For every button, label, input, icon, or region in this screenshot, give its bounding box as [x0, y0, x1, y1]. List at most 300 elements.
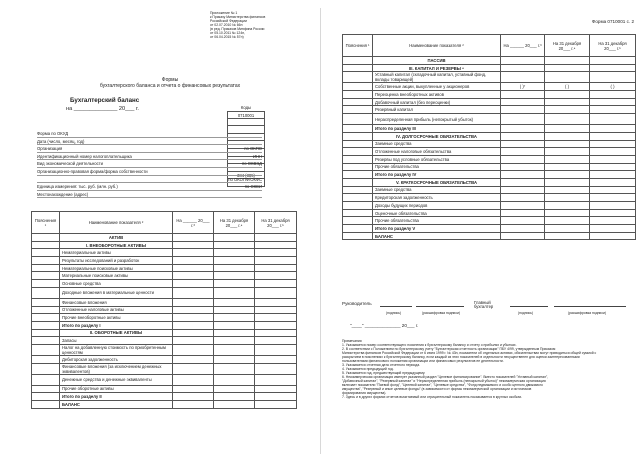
note-line: Министерства финансов Российской Федерации от 6 июля 1999 г. № 43н, показатели об отдельных активах, обязательствах могут приводиться общей суммой с: [342, 351, 597, 355]
value-cell: [255, 321, 297, 329]
value-cell: [214, 249, 255, 257]
indicator-name: Доходные вложения в материальные ценности: [60, 287, 173, 298]
table-row: [32, 264, 297, 272]
note-line: 2. В соответствии с Положением по бухгалтерскому учету "Бухгалтерская отчетность организации" ПБУ 4/99, утвержденным Приказом: [342, 347, 556, 351]
code-cell: [227, 119, 265, 127]
appendix-note-line: Российской Федерации: [210, 19, 247, 23]
column-header: Пояснения ¹: [343, 35, 373, 57]
column-header: На 31 декабря 20___ г.⁴: [545, 35, 590, 57]
value-cell: [173, 344, 214, 355]
sign-hint-2: (подпись): [518, 311, 534, 315]
table-row: [32, 374, 297, 385]
value-cell: [501, 217, 545, 225]
value-cell: [545, 155, 590, 163]
table-row: [343, 194, 636, 202]
value-cell: ( )⁷: [501, 83, 545, 91]
table-row: [343, 209, 636, 217]
value-cell: [255, 374, 297, 385]
value-cell: [214, 280, 255, 288]
table-row: [32, 272, 297, 280]
note-line: раскрытием в пояснениях к бухгалтерскому балансу, если каждый из этих показателей в отдельности несущественен для оценки заинтересованными: [342, 355, 580, 359]
indicator-name: I. ВНЕОБОРОТНЫЕ АКТИВЫ: [60, 241, 173, 249]
table-row: [343, 217, 636, 225]
indicator-name: Отложенные налоговые активы: [60, 306, 173, 314]
detail-label: Дата (число, месяц, год): [37, 138, 85, 144]
assets-table: [31, 211, 297, 409]
table-row: [343, 132, 636, 140]
table-row: [343, 114, 636, 125]
value-cell: [173, 355, 214, 363]
value-cell: [255, 314, 297, 322]
value-cell: [545, 140, 590, 148]
liabilities-table: [342, 34, 636, 240]
table-row: [343, 57, 636, 65]
note-line: 4. Указывается предыдущий год.: [342, 367, 394, 371]
value-cell: [173, 280, 214, 288]
forms-title-line: бухгалтерского баланса и отчета о финансовых результатах: [99, 83, 241, 89]
value-cell: [545, 91, 590, 99]
value-cell: ( ): [590, 83, 636, 91]
head-label: Руководитель: [342, 301, 372, 306]
value-cell: [590, 209, 636, 217]
value-cell: [501, 186, 545, 194]
appendix-note-line: Приложение № 1: [210, 11, 238, 15]
value-cell: [214, 321, 255, 329]
value-cell: [214, 314, 255, 322]
value-cell: [255, 363, 297, 374]
note-line: имущества", "Резервный и иные целевые фонды" (в зависимости от формы некоммерческой организации и источников: [342, 387, 532, 391]
value-cell: [214, 234, 255, 242]
chief-accountant-label: Главный бухгалтер: [474, 300, 494, 310]
value-cell: [173, 241, 214, 249]
indicator-name: Резервный капитал: [373, 106, 501, 114]
value-cell: [173, 306, 214, 314]
explanation-cell: [32, 344, 60, 355]
explanation-cell: [343, 232, 373, 240]
indicator-name: Финансовые вложения (за исключением денежных эквивалентов): [60, 363, 173, 374]
value-cell: [173, 321, 214, 329]
value-cell: [545, 57, 590, 65]
value-cell: [173, 314, 214, 322]
value-cell: [173, 272, 214, 280]
head-signature-line: [380, 301, 412, 307]
indicator-name: Итого по разделу I: [60, 321, 173, 329]
notes-title: Примечания: [342, 339, 362, 343]
detail-row: [37, 153, 262, 161]
value-cell: [255, 385, 297, 393]
table-row: [343, 171, 636, 179]
table-row: [32, 393, 297, 401]
value-cell: [173, 385, 214, 393]
value-cell: [255, 280, 297, 288]
explanation-cell: [343, 91, 373, 99]
appendix-note-line: от 02.07.2010 № 66н: [210, 23, 243, 27]
value-cell: [545, 194, 590, 202]
head-name-line: [416, 301, 464, 307]
explanation-cell: [32, 337, 60, 345]
explanation-cell: [32, 241, 60, 249]
value-cell: [173, 374, 214, 385]
indicator-name: Нематериальные поисковые активы: [60, 264, 173, 272]
value-cell: [545, 98, 590, 106]
indicator-name: Добавочный капитал (без переоценки): [373, 98, 501, 106]
column-header: Пояснения ¹: [32, 212, 60, 234]
value-cell: [501, 91, 545, 99]
note-line: 3. Указывается отчетная дата отчетного периода.: [342, 363, 421, 367]
value-cell: [255, 264, 297, 272]
value-cell: [214, 385, 255, 393]
table-row: [32, 249, 297, 257]
value-cell: [214, 337, 255, 345]
value-cell: [590, 217, 636, 225]
explanation-cell: [32, 363, 60, 374]
value-cell: [501, 209, 545, 217]
explanation-cell: [32, 249, 60, 257]
value-cell: [255, 393, 297, 401]
explanation-cell: [343, 57, 373, 65]
column-header: На ______ 20___ г.³: [501, 35, 545, 57]
table-row: [343, 125, 636, 133]
table-row: [32, 287, 297, 298]
value-cell: [501, 98, 545, 106]
value-cell: [255, 257, 297, 265]
value-cell: [545, 171, 590, 179]
explanation-cell: [32, 385, 60, 393]
table-row: [32, 385, 297, 393]
value-cell: [501, 225, 545, 233]
note-line: 1. Указывается номер соответствующего пояснения к бухгалтерскому балансу и отчету о прибылях и убытках.: [342, 343, 517, 347]
table-row: [32, 306, 297, 314]
column-header: На 31 декабря 20___ г.⁵: [590, 35, 636, 57]
explanation-cell: [32, 355, 60, 363]
table-row: [32, 241, 297, 249]
value-cell: [255, 298, 297, 306]
value-cell: [545, 125, 590, 133]
value-cell: [173, 287, 214, 298]
explanation-cell: [343, 178, 373, 186]
value-cell: [501, 148, 545, 156]
detail-code: ИНН: [252, 153, 262, 159]
value-cell: [501, 106, 545, 114]
value-cell: [173, 234, 214, 242]
indicator-name: Переоценка внеоборотных активов: [373, 91, 501, 99]
indicator-name: Кредиторская задолженность: [373, 194, 501, 202]
indicator-name: Основные средства: [60, 280, 173, 288]
explanation-cell: [32, 257, 60, 265]
explanation-cell: [32, 329, 60, 337]
value-cell: [590, 91, 636, 99]
explanation-cell: [343, 132, 373, 140]
detail-row: [37, 168, 262, 176]
value-cell: [545, 148, 590, 156]
detail-label: Идентификационный номер налогоплательщика: [37, 153, 132, 159]
note-line: "Добавочный капитал", "Резервный капитал" и "Нераспределенная прибыль (непокрытый убыток)" некоммерческая организация: [342, 379, 546, 383]
value-cell: [214, 355, 255, 363]
value-cell: [590, 98, 636, 106]
value-cell: [545, 163, 590, 171]
appendix-note-line: от 05.10.2011 № 124н,: [210, 31, 246, 35]
indicator-name: Оценочные обязательства: [373, 209, 501, 217]
indicator-name: Уставный капитал (складочный капитал, уставный фонд, вклады товарищей): [373, 72, 501, 83]
value-cell: [545, 202, 590, 210]
value-cell: [173, 298, 214, 306]
value-cell: [590, 64, 636, 72]
table-row: [343, 64, 636, 72]
value-cell: [173, 257, 214, 265]
value-cell: [255, 337, 297, 345]
explanation-cell: [343, 155, 373, 163]
indicator-name: Доходы будущих периодов: [373, 202, 501, 210]
explanation-cell: [32, 280, 60, 288]
value-cell: [214, 401, 255, 409]
column-header: На 31 декабря 20___ г.⁴: [214, 212, 255, 234]
explanation-cell: [343, 140, 373, 148]
chief-name-line: [554, 301, 626, 307]
explanation-cell: [32, 393, 60, 401]
value-cell: [501, 64, 545, 72]
value-cell: [590, 72, 636, 83]
table-row: [343, 83, 636, 91]
explanation-cell: [32, 234, 60, 242]
code-cell: 384 (385): [227, 172, 265, 180]
indicator-name: Прочие оборотные активы: [60, 385, 173, 393]
value-cell: [590, 155, 636, 163]
value-cell: [590, 57, 636, 65]
value-cell: [173, 264, 214, 272]
detail-row: [37, 176, 262, 184]
value-cell: [501, 202, 545, 210]
explanation-cell: [343, 106, 373, 114]
detail-label: Местонахождение (адрес): [37, 191, 89, 197]
value-cell: [545, 72, 590, 83]
value-cell: [545, 225, 590, 233]
decode-hint: (расшифровка подписи): [422, 311, 461, 315]
indicator-name: Итого по разделу II: [60, 393, 173, 401]
note-line: формирования имущества).: [342, 391, 387, 395]
decode-hint-2: (расшифровка подписи): [568, 311, 607, 315]
appendix-note-line: (в ред. Приказов Минфина России: [210, 27, 265, 31]
value-cell: [590, 163, 636, 171]
indicator-name: Заемные средства: [373, 140, 501, 148]
indicator-name: Результаты исследований и разработок: [60, 257, 173, 265]
value-cell: [501, 155, 545, 163]
value-cell: [214, 257, 255, 265]
note-line: включает показатели "Паевой фонд", "Целевой капитал", "Целевые средства", "Фонд недвижимого и особо ценного движимого: [342, 383, 543, 387]
table-row: [32, 329, 297, 337]
explanation-cell: [343, 225, 373, 233]
report-date-line: на ______________ 20___ г.: [66, 106, 139, 112]
explanation-cell: [343, 83, 373, 91]
value-cell: [590, 125, 636, 133]
notes-block: [342, 339, 635, 399]
table-row: [32, 257, 297, 265]
appendix-note-line: от 06.04.2015 № 57н): [210, 35, 244, 39]
value-cell: [501, 232, 545, 240]
indicator-name: Нематериальные активы: [60, 249, 173, 257]
value-cell: [501, 140, 545, 148]
forms-title-line: Формы: [161, 77, 179, 83]
table-row: [32, 355, 297, 363]
explanation-cell: [343, 72, 373, 83]
indicator-name: Дебиторская задолженность: [60, 355, 173, 363]
value-cell: [255, 329, 297, 337]
value-cell: [545, 132, 590, 140]
table-row: [32, 363, 297, 374]
value-cell: [214, 241, 255, 249]
value-cell: [545, 232, 590, 240]
table-row: [343, 106, 636, 114]
detail-label: Вид экономической деятельности: [37, 161, 103, 167]
table-row: [343, 186, 636, 194]
value-cell: [501, 72, 545, 83]
value-cell: [501, 132, 545, 140]
note-line: 6. Некоммерческая организация именует указанный раздел "Целевое финансирование". Вместо показателей "Уставный капитал",: [342, 375, 549, 379]
value-cell: [590, 225, 636, 233]
value-cell: [255, 241, 297, 249]
detail-code: по ОКЕИ: [244, 184, 262, 190]
detail-label: Организация: [37, 146, 63, 152]
indicator-name: Прочие обязательства: [373, 217, 501, 225]
detail-label: Форма по ОКУД: [37, 131, 69, 136]
explanation-cell: [343, 194, 373, 202]
table-row: [32, 314, 297, 322]
indicator-name: Прочие внеоборотные активы: [60, 314, 173, 322]
table-row: [343, 202, 636, 210]
value-cell: [590, 186, 636, 194]
table-row: [343, 140, 636, 148]
explanation-cell: [32, 314, 60, 322]
detail-row: [37, 183, 262, 191]
value-cell: [214, 298, 255, 306]
organization-details: [37, 130, 262, 198]
indicator-name: II. ОБОРОТНЫЕ АКТИВЫ: [60, 329, 173, 337]
value-cell: [545, 186, 590, 194]
explanation-cell: [343, 209, 373, 217]
indicator-name: БАЛАНС: [60, 401, 173, 409]
value-cell: [255, 272, 297, 280]
value-cell: [255, 234, 297, 242]
value-cell: [255, 344, 297, 355]
table-row: [32, 344, 297, 355]
indicator-name: БАЛАНС: [373, 232, 501, 240]
detail-code: по ОКПО: [244, 146, 262, 152]
indicator-name: Итого по разделу IV: [373, 171, 501, 179]
explanation-cell: [343, 163, 373, 171]
table-row: [32, 337, 297, 345]
codes-header: Коды: [240, 105, 252, 110]
indicator-name: Итого по разделу V: [373, 225, 501, 233]
appendix-note-line: к Приказу Министерства финансов: [210, 15, 266, 19]
indicator-name: Запасы: [60, 337, 173, 345]
value-cell: [214, 287, 255, 298]
explanation-cell: [343, 114, 373, 125]
value-cell: [545, 114, 590, 125]
value-cell: [545, 217, 590, 225]
indicator-name: АКТИВ: [60, 234, 173, 242]
column-header: Наименование показателя ²: [373, 35, 501, 57]
value-cell: [501, 57, 545, 65]
explanation-cell: [343, 186, 373, 194]
table-row: [32, 280, 297, 288]
detail-row: [37, 160, 262, 168]
explanation-cell: [32, 272, 60, 280]
detail-row: [37, 138, 262, 146]
order-appendix-note: [210, 11, 315, 39]
value-cell: [590, 171, 636, 179]
explanation-cell: [343, 202, 373, 210]
explanation-cell: [32, 401, 60, 409]
value-cell: [255, 306, 297, 314]
value-cell: [214, 363, 255, 374]
signatures-block: [342, 301, 635, 333]
value-cell: [590, 202, 636, 210]
table-row: [343, 178, 636, 186]
indicator-name: Собственные акции, выкупленные у акционеров: [373, 83, 501, 91]
value-cell: [214, 272, 255, 280]
table-row: [343, 72, 636, 83]
code-cell: 0710001: [227, 111, 265, 119]
indicator-name: Материальные поисковые активы: [60, 272, 173, 280]
table-row: [32, 234, 297, 242]
indicator-name: Резервы под условные обязательства: [373, 155, 501, 163]
indicator-name: Итого по разделу III: [373, 125, 501, 133]
value-cell: [214, 306, 255, 314]
value-cell: [173, 249, 214, 257]
table-row: [32, 401, 297, 409]
note-line: 7. Здесь и в других формах отчетов вычитаемый или отрицательный показатель показывается в круглых скобках.: [342, 395, 523, 399]
value-cell: ( ): [545, 83, 590, 91]
table-row: [32, 298, 297, 306]
indicator-name: Заемные средства: [373, 186, 501, 194]
value-cell: [173, 401, 214, 409]
value-cell: [545, 209, 590, 217]
value-cell: [545, 106, 590, 114]
signature-date-line: "____" ______________ 20___ г.: [350, 323, 419, 328]
table-row: [343, 98, 636, 106]
value-cell: [590, 178, 636, 186]
value-cell: [501, 125, 545, 133]
table-row: [32, 321, 297, 329]
value-cell: [214, 344, 255, 355]
value-cell: [590, 140, 636, 148]
indicator-name: V. КРАТКОСРОЧНЫЕ ОБЯЗАТЕЛЬСТВА: [373, 178, 501, 186]
value-cell: [590, 148, 636, 156]
value-cell: [214, 374, 255, 385]
indicator-name: Налог на добавленную стоимость по приобретенным ценностям: [60, 344, 173, 355]
note-line: пользователями финансового положения организации или финансовых результатов ее деятельности.: [342, 359, 504, 363]
detail-code: по ОКОПФ/ОКФС: [228, 176, 262, 182]
value-cell: [545, 178, 590, 186]
value-cell: [590, 232, 636, 240]
indicator-name: Отложенные налоговые обязательства: [373, 148, 501, 156]
value-cell: [255, 401, 297, 409]
form-number: Форма 0710001 с. 2: [591, 19, 634, 24]
detail-label: Единица измерения: тыс. руб. (млн. руб.): [37, 184, 118, 190]
value-cell: [173, 337, 214, 345]
table-row: [343, 163, 636, 171]
value-cell: [214, 329, 255, 337]
table-row: [343, 155, 636, 163]
indicator-name: IV. ДОЛГОСРОЧНЫЕ ОБЯЗАТЕЛЬСТВА: [373, 132, 501, 140]
explanation-cell: [32, 298, 60, 306]
indicator-name: Денежные средства и денежные эквиваленты: [60, 374, 173, 385]
explanation-cell: [343, 217, 373, 225]
column-header: Наименование показателя ²: [60, 212, 173, 234]
chief-signature-line: [510, 301, 548, 307]
value-cell: [501, 171, 545, 179]
value-cell: [590, 132, 636, 140]
detail-row: [37, 191, 262, 199]
